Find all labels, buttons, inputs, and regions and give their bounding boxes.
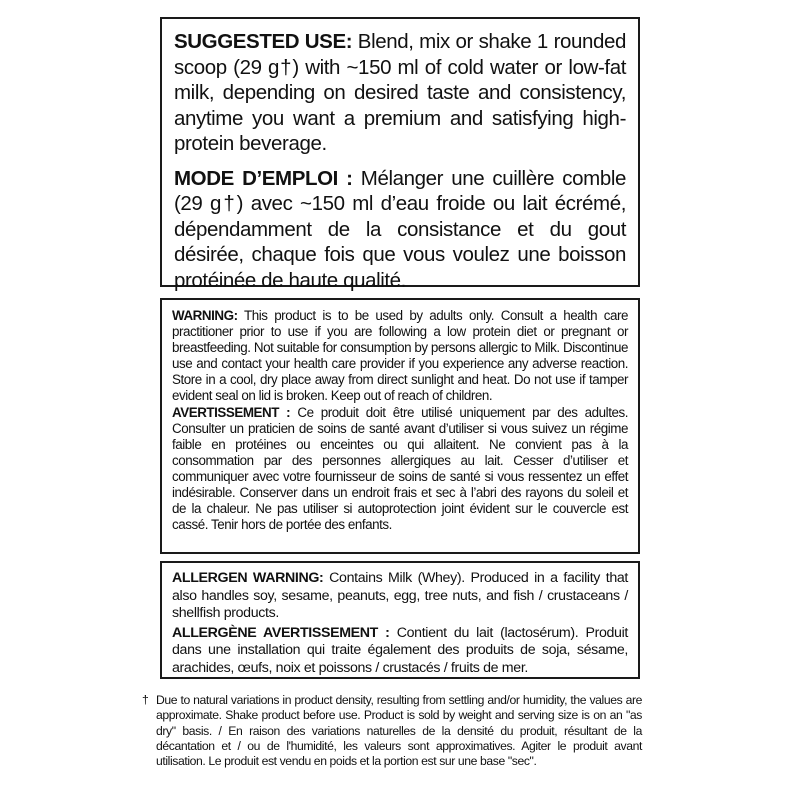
suggested-use-en-label: SUGGESTED USE: [174, 30, 353, 53]
allergen-fr-text: Contient du lait (lactosérum). Produit dans une installation qui traite également des produits de soja, sésame, arachides, œufs, noix et poissons / crustacés / fruits de mer. [172, 624, 628, 676]
density-footnote [142, 693, 642, 769]
warning-fr-label: AVERTISSEMENT : [172, 405, 291, 421]
allergen-fr-label: ALLERGÈNE AVERTISSEMENT : [172, 624, 390, 641]
allergen-en-label: ALLERGEN WARNING: [172, 570, 324, 586]
warning-panel [160, 298, 640, 554]
allergen-fr [172, 625, 628, 678]
footnote-text: Due to natural variations in product density, resulting from settling and/or humidity, the values are approximate. Shake product before use. Product is sold by weight and serving size is on an "as dry" basis. / En raison des variations naturelles de la densité du produit, résultant de la décantation et / ou de l'humidité, les valeurs sont approximatives. Agiter le produit avant utilisation. Le produit est vendu en poids et la portion est sur une base "sec". [156, 693, 642, 769]
suggested-use-en [174, 29, 626, 157]
suggested-use-en-text: Blend, mix or shake 1 rounded scoop (29 g†) with ~150 ml of cold water or low-fat milk, depending on desired taste and consistency, anytime you want a premium and satisfying high-protein beverage. [174, 30, 627, 155]
warning-fr-text: Ce produit doit être utilisé uniquement par des adultes. Consulter un praticien de soins de santé avant d’utiliser si vous suivez un régime faible en protéines ou enceintes ou qui allaitent. Ne convient pas à la consommation par des personnes allergiques au lait. Cesser d’utiliser et communiquer avec votre fournisseur de soins de santé si vous ressentez un effet indésirable. Conserver dans un endroit frais et sec à l’abri des rayons du soleil et de la chaleur. Ne pas utiliser si autoprotection joint évident sur le couvercle est cassé. Tenir hors de portée des enfants. [172, 405, 628, 532]
suggested-use-fr-text: Mélanger une cuillère comble (29 g†) avec ~150 ml d’eau froide ou lait écrémé, dépendamment de la consistance et du gout désirée, chaque fois que vous voulez une boisson protéinée de haute qualité. [174, 166, 626, 292]
suggested-use-panel [160, 17, 640, 292]
allergen-en [172, 570, 628, 623]
suggested-use-fr [174, 166, 626, 294]
allergen-panel [160, 561, 640, 679]
warning-en [172, 308, 628, 403]
suggested-use-fr-label: MODE D’EMPLOI : [174, 166, 353, 190]
footnote-dagger-symbol: † [142, 693, 149, 707]
allergen-en-text: Contains Milk (Whey). Produced in a facility that also handles soy, sesame, peanuts, egg, tree nuts, and fish / crustaceans / shellfish products. [172, 570, 629, 622]
warning-en-label: WARNING: [172, 308, 238, 323]
warning-fr [172, 405, 628, 532]
warning-en-text: This product is to be used by adults only. Consult a health care practitioner prior to use if you are following a low protein diet or pregnant or breastfeeding. Not suitable for consumption by persons allergic to Milk. Discontinue use and contact your health care provider if you experience any adverse reaction. Store in a cool, dry place away from direct sunlight and heat. Do not use if tamper evident seal on lid is broken. Keep out of reach of children. [172, 308, 628, 403]
